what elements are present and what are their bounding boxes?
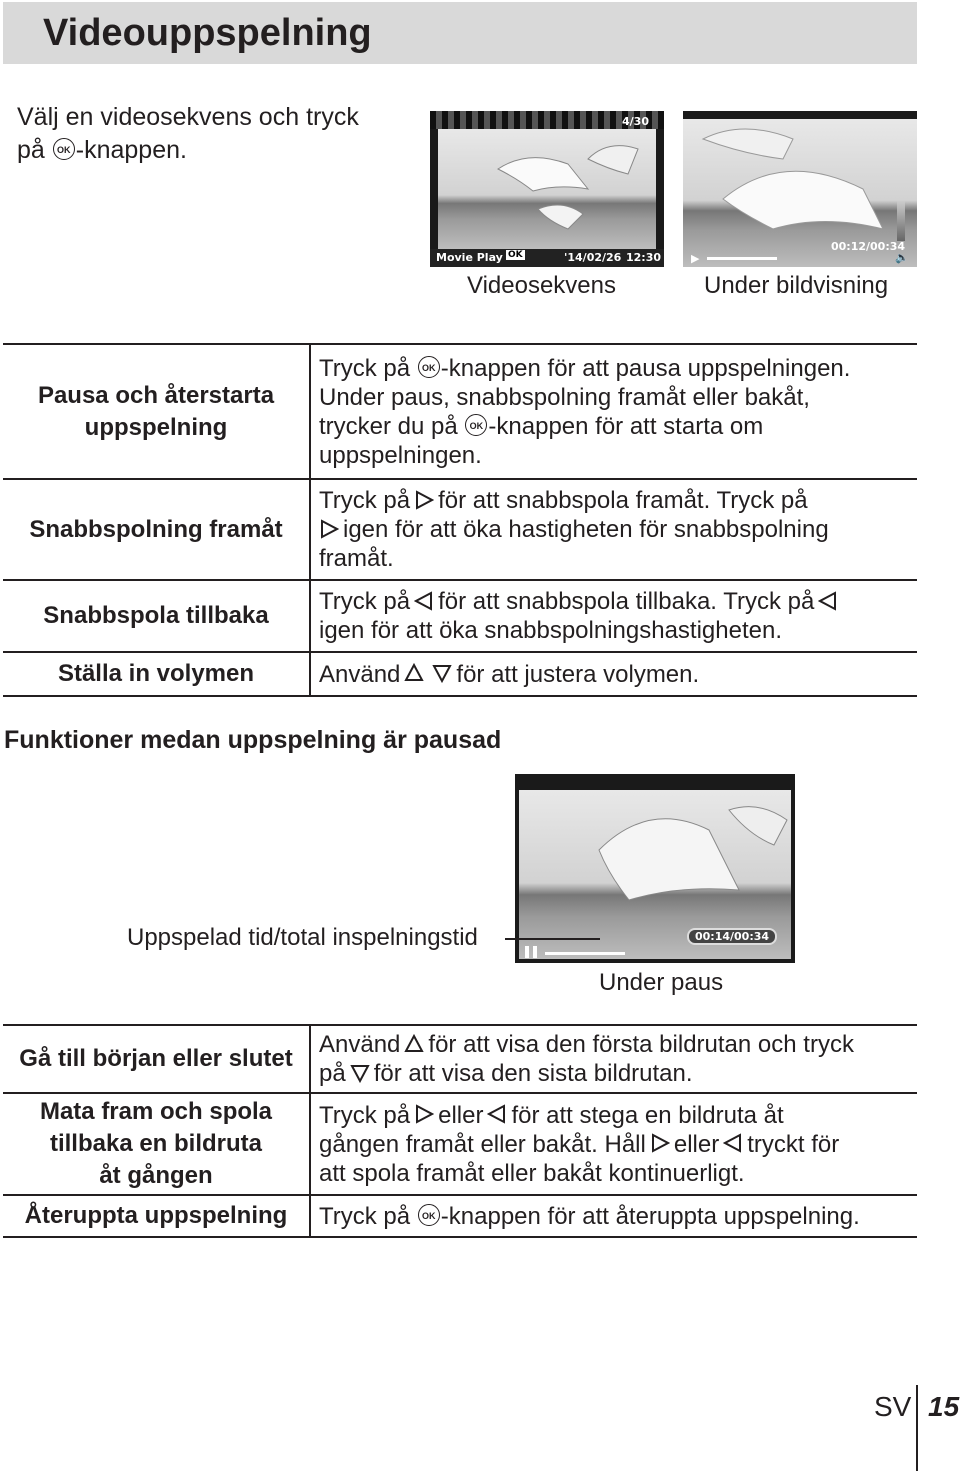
left-arrow-icon <box>487 1104 507 1124</box>
row-label: Ställa in volymen <box>3 652 310 696</box>
row-label: Pausa och återstarta uppspelning <box>3 344 310 479</box>
row-text: Tryck på för att snabbspola framåt. Tryck på igen för att öka hastigheten för snabbspolning framåt. <box>319 487 829 572</box>
ok-button-icon: OK <box>465 414 487 436</box>
play-icon: ▶ <box>691 252 700 265</box>
table-row <box>3 1093 917 1195</box>
right-arrow-icon <box>414 490 434 510</box>
paused-caption: Under paus <box>599 969 724 996</box>
table-row <box>3 344 917 479</box>
ok-button-icon: OK <box>418 1204 440 1226</box>
row-text: Använd för att visa den första bildrutan och tryck på för att visa den sista bildrutan. <box>319 1031 854 1087</box>
pause-icon-bar <box>525 946 529 958</box>
index-screen <box>430 111 664 267</box>
row-text: Tryck på eller för att stega en bildruta åt gången framåt eller bakåt. Håll eller tryckt för att spola framåt eller bakåt kontinuerligt. <box>319 1101 840 1187</box>
intro-text <box>17 101 359 167</box>
progress-bar <box>545 952 625 955</box>
table-row <box>3 652 917 696</box>
language-code: SV <box>874 1391 912 1422</box>
row-text: Tryck på OK -knappen för att återuppta uppspelning. <box>319 1202 860 1230</box>
footer-divider <box>916 1385 918 1471</box>
ok-badge: OK <box>508 250 523 260</box>
volume-bar <box>897 201 905 241</box>
progress-bar <box>707 257 777 260</box>
down-arrow-icon <box>350 1063 370 1083</box>
table-row <box>3 479 917 580</box>
intro-line-2 <box>17 134 359 167</box>
section-heading: Funktioner medan uppspelning är pausad <box>4 726 502 754</box>
down-arrow-icon <box>432 663 452 683</box>
time-callout: Uppspelad tid/total inspelningstid <box>127 924 478 951</box>
frame-counter: 4/30 <box>622 115 649 128</box>
seagull-image <box>438 129 656 249</box>
left-arrow-icon <box>414 591 434 611</box>
row-label: Mata fram och spola tillbaka en bildruta åt gången <box>3 1093 310 1195</box>
speaker-icon: 🔈 <box>895 251 909 264</box>
right-arrow-icon <box>319 519 339 539</box>
pause-icon-bar <box>533 946 537 958</box>
mode-label: Movie Play <box>436 251 503 264</box>
row-text: Tryck på för att snabbspola tillbaka. Tryck på igen för att öka snabbspolningshastigheten. <box>310 580 917 652</box>
left-arrow-icon <box>723 1133 743 1153</box>
left-arrow-icon <box>818 591 838 611</box>
row-text: Använd för att justera volymen. <box>319 660 700 688</box>
playback-screen <box>683 111 917 267</box>
row-label: Snabbspolning framåt <box>3 479 310 580</box>
table-row <box>3 580 917 652</box>
row-label: Gå till början eller slutet <box>3 1025 310 1093</box>
record-time: 12:30 <box>626 251 662 264</box>
ok-button-icon: OK <box>53 138 75 160</box>
up-arrow-icon <box>404 1034 424 1054</box>
up-arrow-icon <box>404 663 424 683</box>
record-date: '14/02/26 <box>564 251 622 264</box>
paused-time: 00:14/00:34 <box>687 928 777 945</box>
row-text: Tryck på OK -knappen för att pausa uppspelningen. Under paus, snabbspolning framåt eller bakåt, trycker du på OK -knappen för att starta om uppspelningen. <box>319 354 851 469</box>
table-row <box>3 1195 917 1237</box>
intro-pre: på <box>17 136 45 164</box>
playback-caption: Under bildvisning <box>704 272 889 299</box>
page-number: 15 <box>928 1391 960 1422</box>
right-arrow-icon <box>650 1133 670 1153</box>
title-bar <box>3 2 917 64</box>
table-row <box>3 1025 917 1093</box>
paused-screen <box>515 774 795 963</box>
playback-controls-table <box>3 343 917 697</box>
right-arrow-icon <box>414 1104 434 1124</box>
row-label: Snabbspola tillbaka <box>3 580 310 652</box>
intro-line-1: Välj en videosekvens och tryck <box>17 103 359 131</box>
page-title: Videouppspelning <box>43 12 372 54</box>
index-caption: Videosekvens <box>467 272 616 299</box>
intro-post: -knappen. <box>75 136 187 164</box>
paused-controls-table <box>3 1024 917 1238</box>
callout-line <box>505 938 600 940</box>
video-thumbnail <box>438 129 656 249</box>
row-label: Återuppta uppspelning <box>3 1195 310 1237</box>
playback-time: 00:12/00:34 <box>831 240 906 253</box>
ok-button-icon: OK <box>418 356 440 378</box>
